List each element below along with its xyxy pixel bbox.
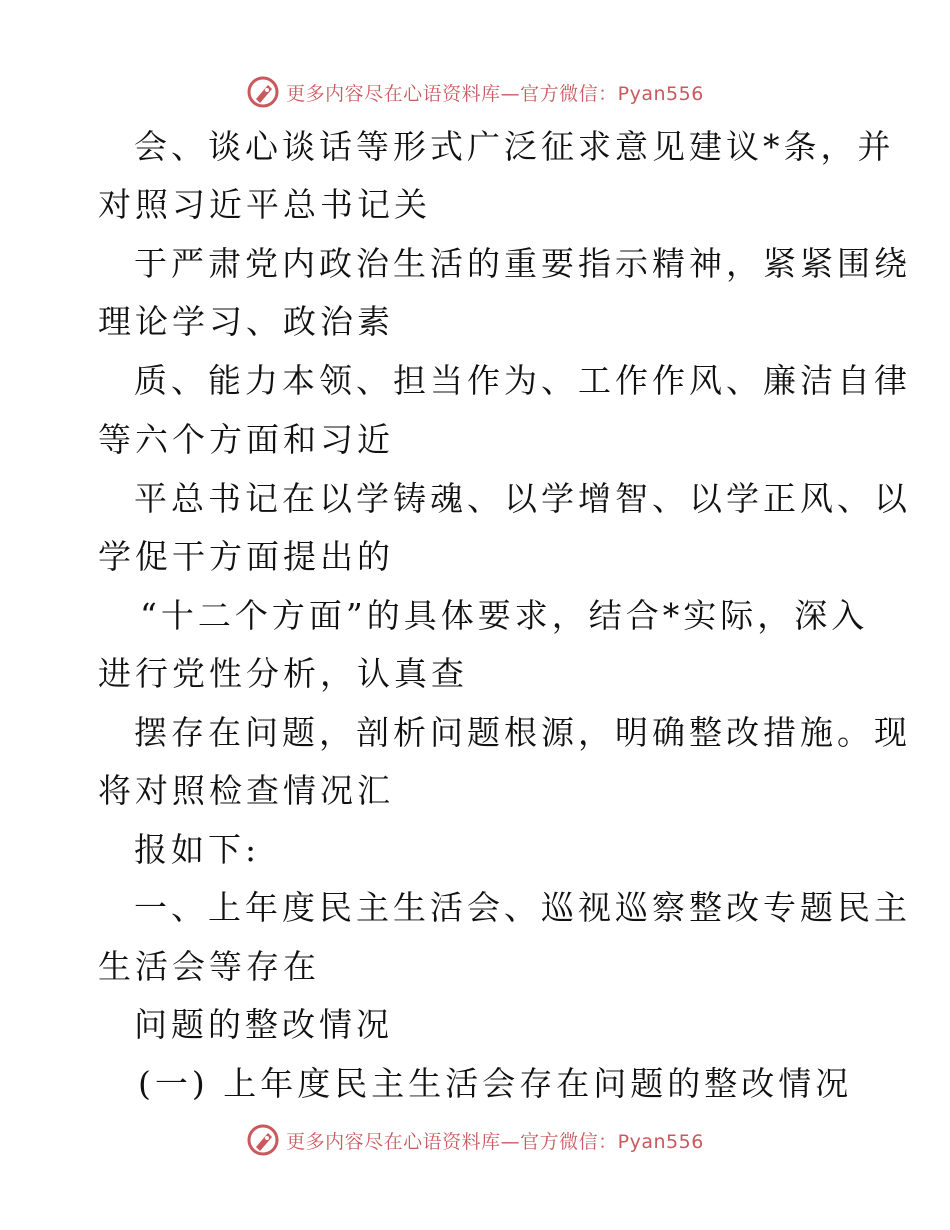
subsection-heading: (一) 上年度民主生活会存在问题的整改情况	[138, 1064, 853, 1103]
section-heading: 一、上年度民主生活会、巡视巡察整改专题民主	[134, 888, 911, 927]
body-line: 等六个方面和习近	[98, 420, 394, 459]
section-heading: 生活会等存在	[98, 947, 320, 986]
watermark-text	[286, 79, 704, 106]
body-line: 进行党性分析，认真查	[98, 654, 468, 693]
body-line: 于严肃党内政治生活的重要指示精神，紧紧围绕	[134, 244, 911, 283]
watermark-footer	[0, 1120, 950, 1160]
watermark-main-text: 更多内容尽在心语资料库	[286, 82, 501, 105]
body-line: 质、能力本领、担当作为、工作作风、廉洁自律	[134, 361, 911, 400]
body-line: 摆存在问题，剖析问题根源，明确整改措施。现	[134, 713, 911, 752]
pen-nib-logo-icon	[246, 75, 280, 109]
watermark-contact-text: 官方微信：Pyan556	[520, 1130, 704, 1153]
body-line: “十二个方面”的具体要求，结合*实际，深入	[140, 596, 869, 635]
section-heading: 问题的整改情况	[134, 1005, 393, 1044]
watermark-contact-text: 官方微信：Pyan556	[520, 82, 704, 105]
watermark-main-text: 更多内容尽在心语资料库	[286, 1130, 501, 1153]
body-line: 学促干方面提出的	[98, 537, 394, 576]
body-line: 理论学习、政治素	[98, 302, 394, 341]
watermark-dash: —	[500, 82, 521, 105]
watermark-text	[286, 1127, 704, 1154]
body-line: 会、谈心谈话等形式广泛征求意见建议*条，并	[134, 127, 895, 166]
body-line: 报如下:	[134, 830, 261, 869]
body-line: 将对照检查情况汇	[98, 771, 394, 810]
body-line: 平总书记在以学铸魂、以学增智、以学正风、以	[134, 479, 911, 518]
watermark-dash: —	[500, 1130, 521, 1153]
watermark-header	[0, 72, 950, 112]
pen-nib-logo-icon	[246, 1123, 280, 1157]
body-line: 对照习近平总书记关	[98, 185, 431, 224]
